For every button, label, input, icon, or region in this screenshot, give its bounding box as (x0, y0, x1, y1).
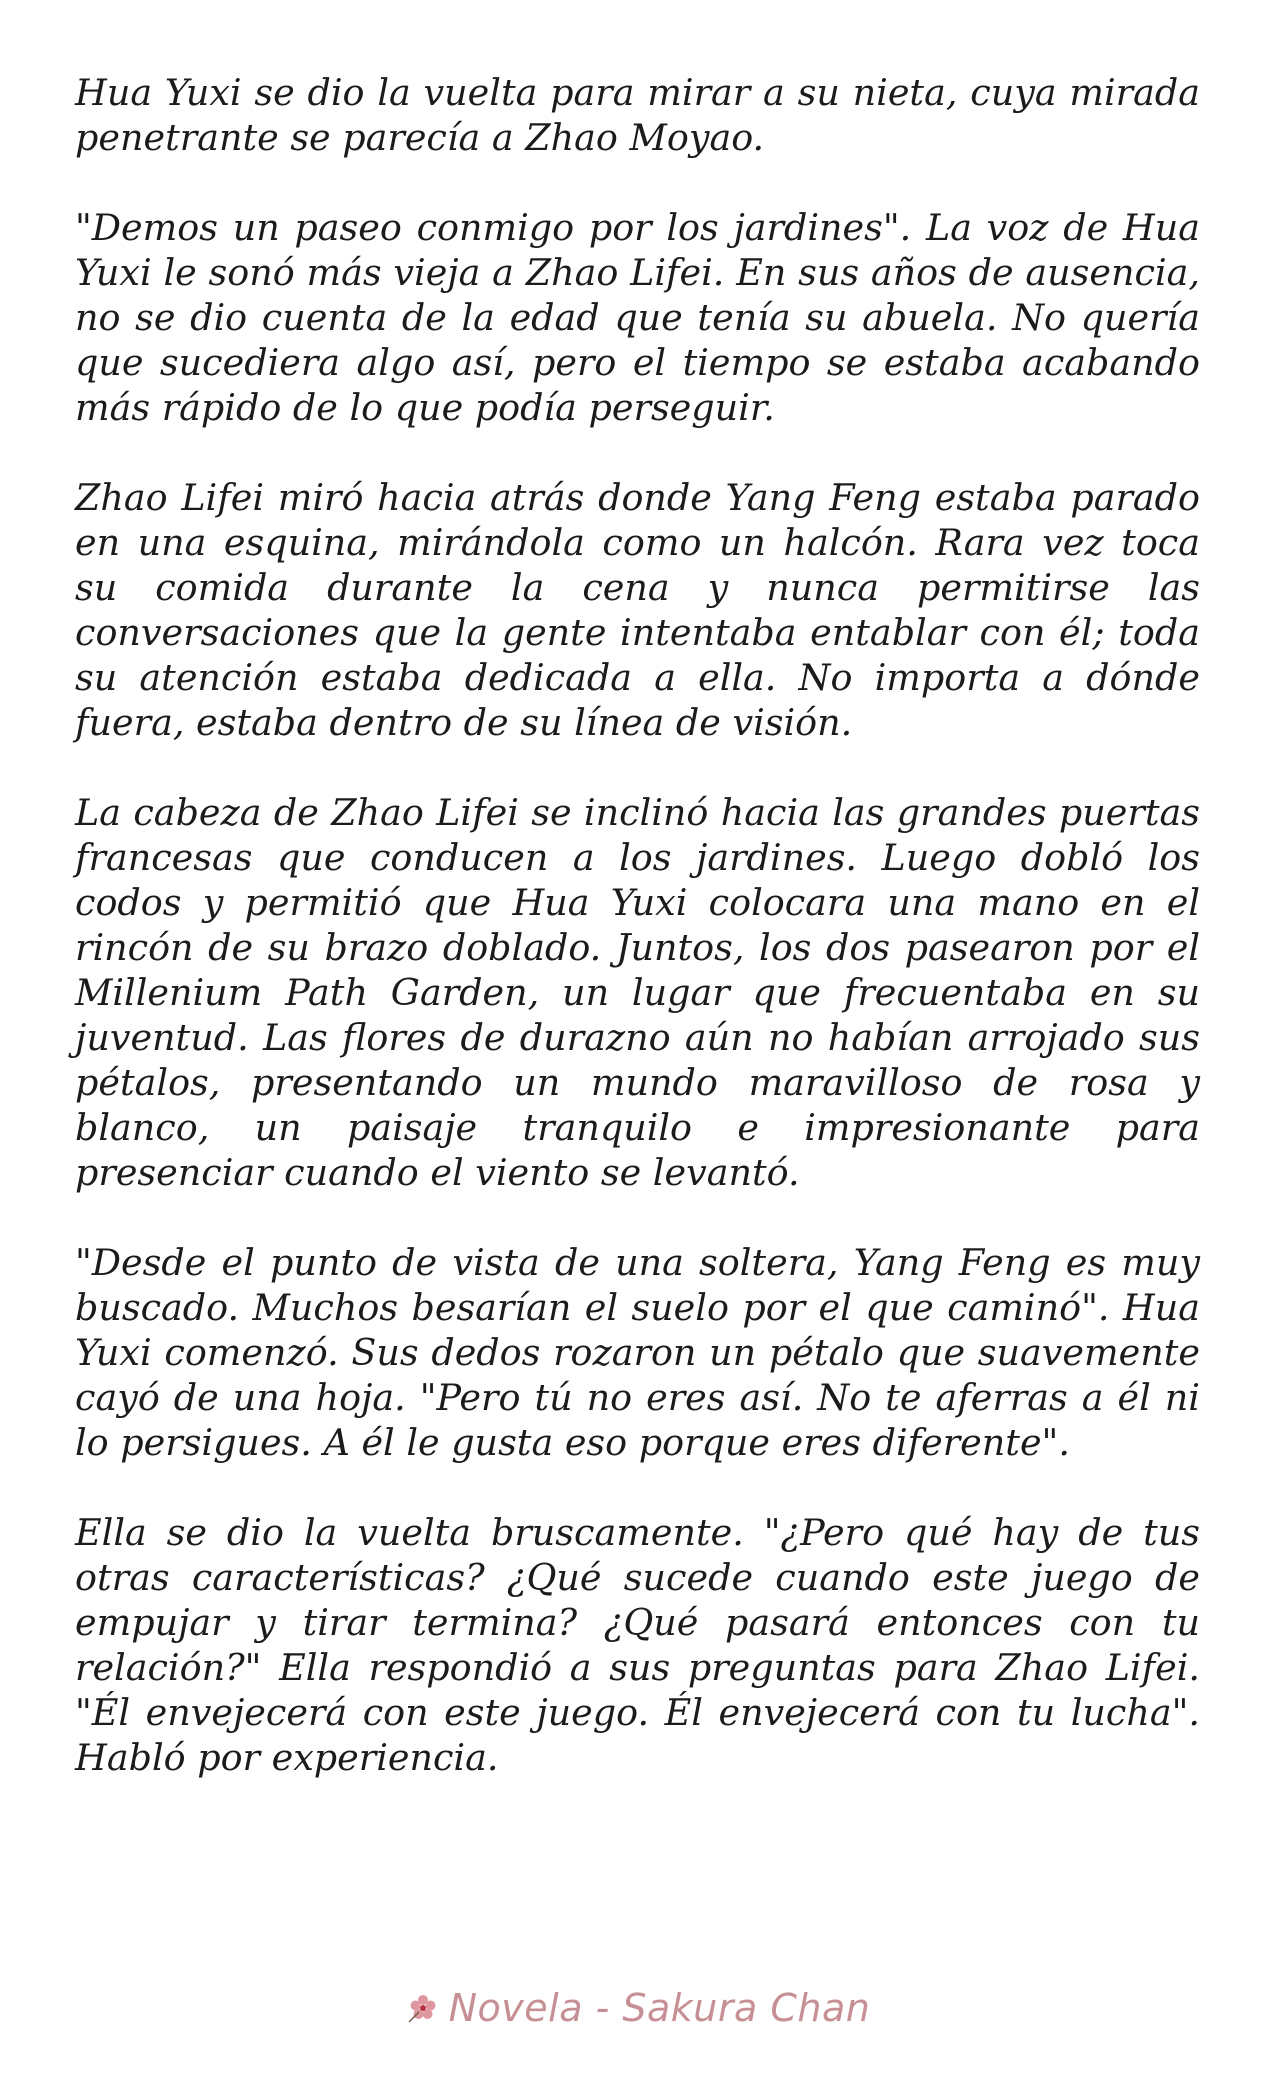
watermark-text: Novela - Sakura Chan (448, 1986, 871, 2030)
document-body (75, 70, 1200, 1825)
paragraph: Hua Yuxi se dio la vuelta para mirar a su nieta, cuya mirada penetrante se parecía a Zhao Moyao. (75, 71, 1200, 159)
watermark-footer (0, 1978, 1275, 2038)
sakura-flower-icon (405, 1990, 441, 2026)
paragraph: La cabeza de Zhao Lifei se inclinó hacia las grandes puertas francesas que conducen a los jardines. Luego dobló los codos y permitió que Hua Yuxi colocara una mano en el rincón de su brazo doblado. Juntos, los dos pasearon por el Millenium Path Garden, un lugar que frecuentaba en su juventud. Las flores de durazno aún no habían arrojado sus pétalos, presentando un mundo maravilloso de rosa y blanco, un paisaje tranquilo e impresionante para presenciar cuando el viento se levantó. (75, 791, 1200, 1194)
paragraph: Ella se dio la vuelta bruscamente. "¿Pero qué hay de tus otras características? ¿Qué sucede cuando este juego de empujar y tirar termina? ¿Qué pasará entonces con tu relación?" Ella respondió a sus preguntas para Zhao Lifei. "Él envejecerá con este juego. Él envejecerá con tu lucha". Habló por experiencia. (75, 1511, 1200, 1779)
paragraph: Zhao Lifei miró hacia atrás donde Yang Feng estaba parado en una esquina, mirándola como un halcón. Rara vez toca su comida durante la cena y nunca permitirse las conversaciones que la gente intentaba entablar con él; toda su atención estaba dedicada a ella. No importa a dónde fuera, estaba dentro de su línea de visión. (75, 476, 1200, 744)
paragraph: "Desde el punto de vista de una soltera, Yang Feng es muy buscado. Muchos besarían el suelo por el que caminó". Hua Yuxi comenzó. Sus dedos rozaron un pétalo que suavemente cayó de una hoja. "Pero tú no eres así. No te aferras a él ni lo persigues. A él le gusta eso porque eres diferente". (75, 1241, 1200, 1464)
paragraph: "Demos un paseo conmigo por los jardines". La voz de Hua Yuxi le sonó más vieja a Zhao Lifei. En sus años de ausencia, no se dio cuenta de la edad que tenía su abuela. No quería que sucediera algo así, pero el tiempo se estaba acabando más rápido de lo que podía perseguir. (75, 206, 1200, 429)
